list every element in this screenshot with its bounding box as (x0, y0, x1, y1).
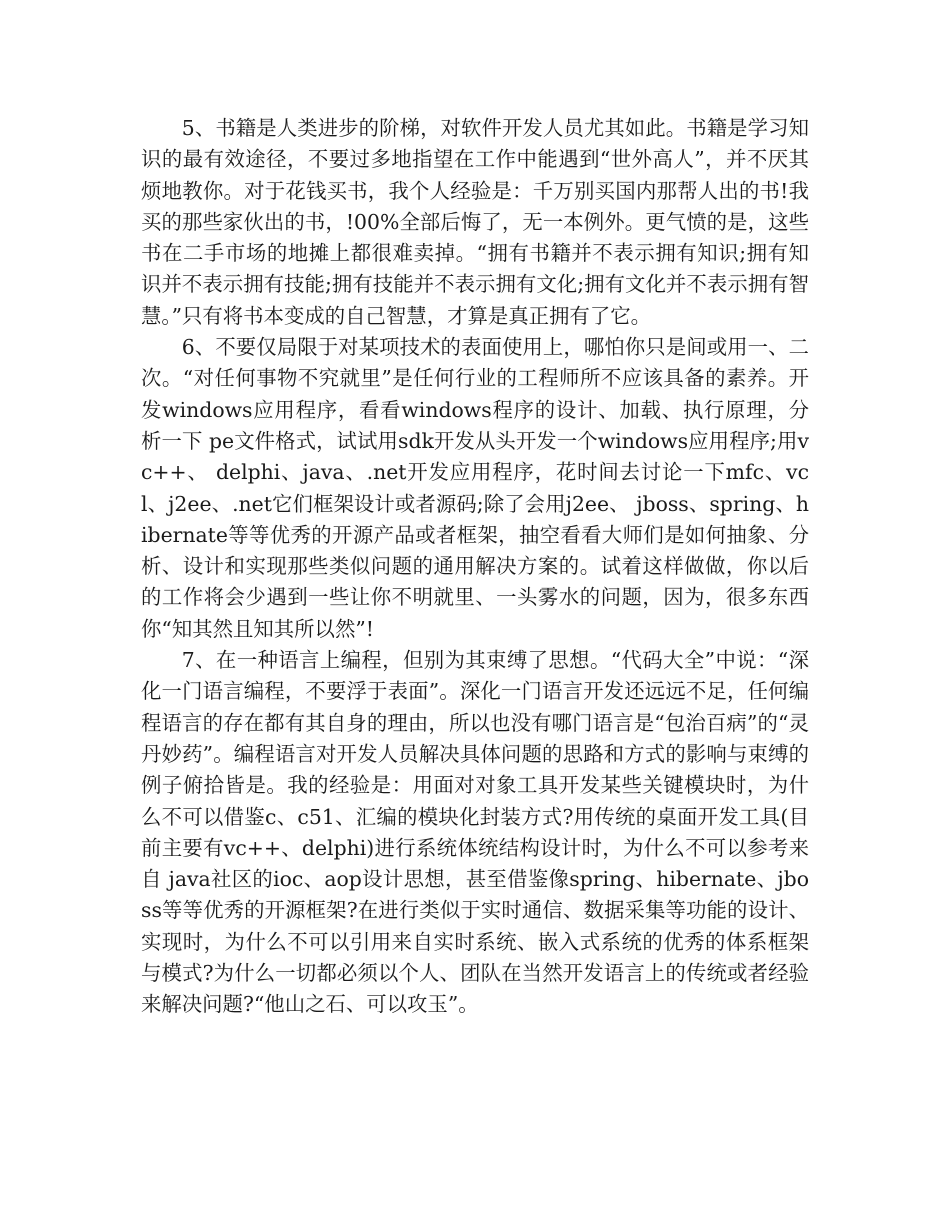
document-body (141, 113, 809, 1021)
paragraph-7: 7、在一种语言上编程，但别为其束缚了思想。“代码大全”中说：“深化一门语言编程，不要浮于表面”。深化一门语言开发还远远不足，任何编程语言的存在都有其自身的理由，所以也没有哪门语言是“包治百病”的“灵丹妙药”。编程语言对开发人员解决具体问题的思路和方式的影响与束缚的例子俯拾皆是。我的经验是：用面对对象工具开发某些关键模块时，为什么不可以借鉴c、c51、汇编的模块化封装方式?用传统的桌面开发工具(目前主要有vc++、delphi)进行系统体统结构设计时，为什么不可以参考来自 java社区的ioc、aop设计思想，甚至借鉴像spring、hibernate、jboss等等优秀的开源框架?在进行类似于实时通信、数据采集等功能的设计、实现时，为什么不可以引用来自实时系统、嵌入式系统的优秀的体系框架与模式?为什么一切都必须以个人、团队在当然开发语言上的传统或者经验来解决问题?“他山之石、可以攻玉”。 (141, 648, 809, 1017)
paragraph-5: 5、书籍是人类进步的阶梯，对软件开发人员尤其如此。书籍是学习知识的最有效途径，不要过多地指望在工作中能遇到“世外高人”，并不厌其烦地教你。对于花钱买书，我个人经验是：千万别买国内那帮人出的书!我买的那些家伙出的书，!00%全部后悔了，无一本例外。更气愤的是，这些书在二手市场的地摊上都很难卖掉。“拥有书籍并不表示拥有知识;拥有知识并不表示拥有技能;拥有技能并不表示拥有文化;拥有文化并不表示拥有智慧。”只有将书本变成的自己智慧，才算是真正拥有了它。 (141, 116, 809, 328)
paragraph-6: 6、不要仅局限于对某项技术的表面使用上，哪怕你只是间或用一、二次。“对任何事物不究就里”是任何行业的工程师所不应该具备的素养。开发windows应用程序，看看windows程序的设计、加载、执行原理，分析一下 pe文件格式，试试用sdk开发从头开发一个windows应用程序;用vc++、 delphi、java、.net开发应用程序，花时间去讨论一下mfc、vcl、j2ee、.net它们框架设计或者源码;除了会用j2ee、 jboss、spring、hibernate等等优秀的开源产品或者框架，抽空看看大师们是如何抽象、分析、设计和实现那些类似问题的通用解决方案的。试着这样做做，你以后的工作将会少遇到一些让你不明就里、一头雾水的问题，因为，很多东西你“知其然且知其所以然”! (141, 335, 809, 641)
